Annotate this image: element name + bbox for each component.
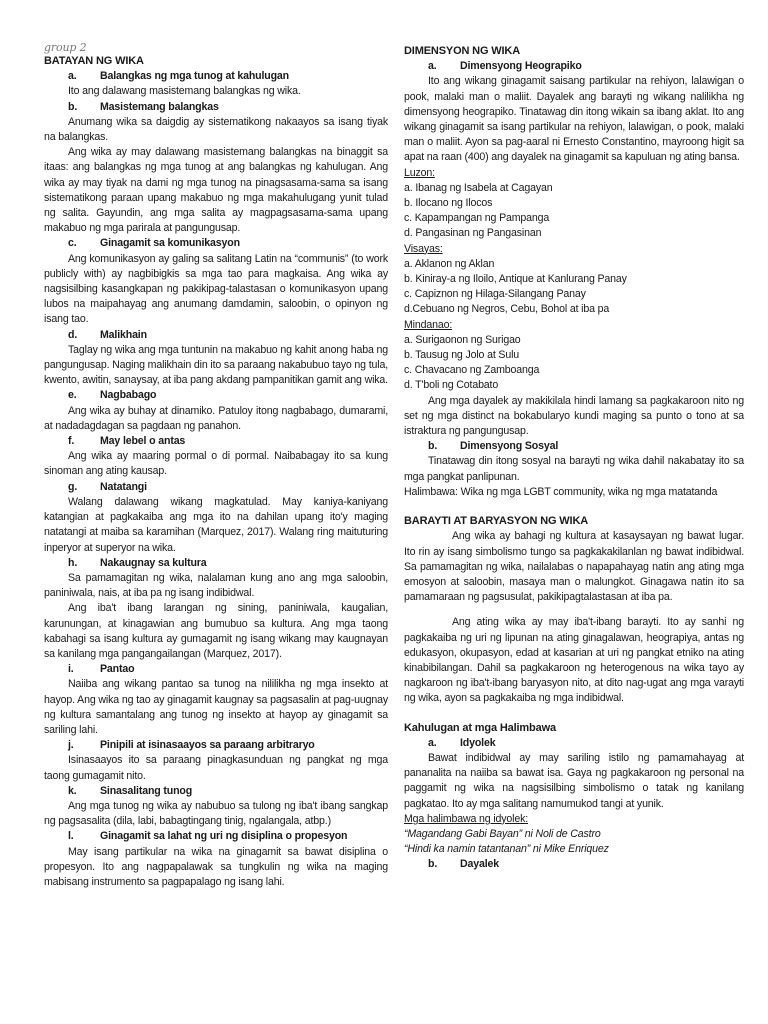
subheading-letter: a. xyxy=(68,70,77,83)
list-item: a. Ibanag ng Isabela at Cagayan xyxy=(404,181,553,194)
region-label-mindanao: Mindanao: xyxy=(404,318,453,331)
subheading-sosyal xyxy=(404,439,744,454)
dialect-list-luzon xyxy=(404,181,744,242)
subheading-letter: a. xyxy=(428,736,437,749)
subheading-g xyxy=(44,480,388,495)
list-item: c. Kapampangan ng Pampanga xyxy=(404,212,550,225)
subheading-letter: l. xyxy=(68,830,74,843)
subheading-letter: e. xyxy=(68,389,77,402)
region-label-luzon: Luzon: xyxy=(404,166,435,179)
subheading-text: Idyolek xyxy=(460,736,496,749)
subheading-text: Dimensyong Sosyal xyxy=(460,440,559,453)
subheading-idyolek xyxy=(404,736,744,751)
subheading-text: Sinasalitang tunog xyxy=(100,784,193,797)
subheading-text: Pantao xyxy=(100,663,135,676)
subheading-text: Dayalek xyxy=(460,858,500,871)
handwritten-note: group 2 xyxy=(44,41,87,54)
paragraph: Ang iba't ibang larangan ng sining, paniniwala, kaugalian, karunungan, at kinagawian ang bumubuo sa kultura. Ang mga taong kabahagi sa isang kultura ay gumagamit ng isang wikang may kaugnayan sa kanilang mga pangangailangan (Marquez, 2017). xyxy=(44,602,388,660)
example-label: Mga halimbawa ng idyolek: xyxy=(404,812,529,825)
list-item: d.Cebuano ng Negros, Cebu, Bohol at iba pa xyxy=(404,303,610,316)
example-quote: “Hindi ka namin tatantanan” ni Mike Enriquez xyxy=(404,843,609,856)
subheading-c xyxy=(44,236,388,251)
paragraph: Sa pamamagitan ng wika, nalalaman kung ano ang mga saloobin, paniniwala, nais, at iba pa ng isang indibidwal. xyxy=(44,571,388,600)
paragraph: Anumang wika sa daigdig ay sistematikong nakaayos sa isang tiyak na balangkas. xyxy=(44,115,388,144)
paragraph: Ang komunikasyon ay galing sa salitang Latin na “communis” (to work publicly with) ay nagbibigkis sa mga tao para magkaisa. Ang wika ay nagsisilbing kasangkapan ng pakikipag-talastasan o komunikasyon upang lubos na maipahayag ang anumang damdamin, saloobin, o opinyon ng isang tao. xyxy=(44,252,388,326)
subheading-h xyxy=(44,556,388,571)
subheading-letter: i. xyxy=(68,663,74,676)
section-title-barayti: BARAYTI AT BARYASYON NG WIKA xyxy=(404,515,589,528)
list-item: d. T'boli ng Cotabato xyxy=(404,379,499,392)
subheading-e xyxy=(44,388,388,403)
subheading-a xyxy=(44,69,388,84)
subheading-letter: c. xyxy=(68,237,77,250)
right-column xyxy=(404,44,744,873)
subheading-text: Masistemang balangkas xyxy=(100,100,219,113)
subheading-j xyxy=(44,738,388,753)
paragraph: Walang dalawang wikang magkatulad. May kaniya-kaniyang katangian at pagkakaiba ang mga ito na dahilan upang ito'y maging natatangi at maiba sa karamihan (Marquez, 2017). Walang ring maituturing inperyor at superyor na wika. xyxy=(44,495,388,554)
dialect-list-mindanao xyxy=(404,333,744,394)
subheading-heograpiko xyxy=(404,59,744,74)
list-item: c. Chavacano ng Zamboanga xyxy=(404,364,540,377)
paragraph: Tinatawag din itong sosyal na barayti ng wika dahil nakabatay ito sa mga pangkat panlipunan. xyxy=(404,455,744,483)
paragraph: Bawat indibidwal ay may sariling istilo ng pamamahayag at pananalita na naiiba sa bawat isa. Gaya ng pagkakaroon ng personal na paggamit ng wika na nagsisilbing simbolismo o tatak ng kanilang pagkatao. Ito ay mga salitang namumukod tangi at yunik. xyxy=(404,751,744,810)
subheading-f xyxy=(44,434,388,449)
subheading-letter: f. xyxy=(68,435,75,448)
paragraph: Ang wika ay maaring pormal o di pormal. Naibabagay ito sa kung sinoman ang ating kausap. xyxy=(44,450,388,478)
list-item: b. Ilocano ng Ilocos xyxy=(404,197,493,210)
subheading-letter: g. xyxy=(68,480,78,493)
region-label-visayas: Visayas: xyxy=(404,242,443,255)
subheading-letter: b. xyxy=(68,100,78,113)
subheading-letter: j. xyxy=(68,739,74,752)
section-title-kahulugan: Kahulugan at mga Halimbawa xyxy=(404,721,556,734)
subheading-text: May lebel o antas xyxy=(100,435,186,448)
section-title-dimensyon: DIMENSYON NG WIKA xyxy=(404,45,521,57)
paragraph: Ang wika ay bahagi ng kultura at kasaysayan ng bawat lugar. Ito rin ay isang simbolismo tungo sa pagkakakilanlan ng bawat indibidwal. Sa pamamagitan ng wika, nailalabas o napapahayag natin ang ating mga emosyon at saloobin, masaya man o malungkot. Ginagawa natin ito sa pamamaraan ng pagsusulat, pakikipagtalastasan at iba pa. xyxy=(404,530,744,604)
subheading-letter: h. xyxy=(68,556,78,569)
subheading-text: Balangkas ng mga tunog at kahulugan xyxy=(100,70,289,83)
subheading-b xyxy=(44,100,388,115)
list-item: a. Aklanon ng Aklan xyxy=(404,257,495,270)
subheading-dayalek xyxy=(404,857,744,872)
subheading-letter: b. xyxy=(428,858,438,871)
list-item: b. Tausug ng Jolo at Sulu xyxy=(404,349,520,362)
subheading-l xyxy=(44,829,388,844)
paragraph: Isinasaayos ito sa paraang pinagkasunduan ng pangkat ng mga taong gumagamit nito. xyxy=(44,754,388,782)
subheading-text: Nagbabago xyxy=(100,389,157,402)
subheading-d xyxy=(44,328,388,343)
example-quote: “Magandang Gabi Bayan” ni Noli de Castro xyxy=(404,827,601,840)
subheading-text: Natatangi xyxy=(100,480,147,493)
paragraph: Ito ang wikang ginagamit saisang partikular na rehiyon, lalawigan o pook, malaki man o maliit. Dayalek ang barayti ng wikang nalilikha ng dimensyong heograpiko. Tinatawag din itong wikain sa ibang aklat. Ito ang wikang ginagamit sa isang partikular na rehiyon, lalawigan, o pook, malaki man o maliit. Ayon sa pag-aaral ni Ernesto Constantino, mayroong higit sa apat na raan (400) ang dayalek na ginagamit sa kapuluan ng ating bansa. xyxy=(404,75,744,164)
subheading-text: Ginagamit sa lahat ng uri ng disiplina o propesyon xyxy=(100,830,348,843)
subheading-i xyxy=(44,662,388,677)
paragraph: Ang wika ay buhay at dinamiko. Patuloy itong nagbabago, dumarami, at nadadagdagan sa pagdaan ng panahon. xyxy=(44,404,388,432)
subheading-text: Dimensyong Heograpiko xyxy=(460,60,582,73)
subheading-text: Nakaugnay sa kultura xyxy=(100,556,207,569)
paragraph: Ang mga tunog ng wika ay nabubuo sa tulong ng iba't ibang sangkap ng pagsasalita (dila, labi, babagtingang tinig, ngalangala, atbp.) xyxy=(44,799,388,828)
example-line: Halimbawa: Wika ng mga LGBT community, wika ng mga matatanda xyxy=(404,485,718,498)
list-item: d. Pangasinan ng Pangasinan xyxy=(404,227,542,240)
subheading-letter: d. xyxy=(68,328,78,341)
paragraph: Taglay ng wika ang mga tuntunin na makabuo ng kahit anong haba ng pangungusap. Naging malikhain din ito sa paraang nakabubuo tayo ng tula, kwento, awitin, sanaysay, at iba pang akdang pampanitikan gamit ang wika. xyxy=(44,343,388,387)
subheading-letter: k. xyxy=(68,784,77,797)
section-title-batayan: BATAYAN NG WIKA xyxy=(44,55,144,67)
list-item: a. Surigaonon ng Surigao xyxy=(404,333,521,346)
subheading-text: Malikhain xyxy=(100,328,147,341)
subheading-k xyxy=(44,784,388,799)
subheading-text: Pinipili at isinasaayos sa paraang arbitraryo xyxy=(100,739,315,752)
subheading-text: Ginagamit sa komunikasyon xyxy=(100,237,240,250)
paragraph: Ito ang dalawang masistemang balangkas ng wika. xyxy=(68,85,301,98)
list-item: c. Capiznon ng Hilaga-Silangang Panay xyxy=(404,288,586,301)
left-column xyxy=(44,40,388,890)
dialect-list-visayas xyxy=(404,257,744,318)
paragraph: Ang wika ay may dalawang masistemang balangkas na binaggit sa itaas: ang balangkas ng mga tunog at ang balangkas ng kahulugan. Ang wika ay may tiyak na dami ng mga tunog na pinagsasama-sama sa isang sistematikong paraan upang makabuo ng mga makahulugang yunit tulad ng salita. Gayundin, ang mga salita ay magpagsasama-sama upang makabuo ng mga parirala at pangungusap. xyxy=(44,146,388,235)
paragraph: Ang mga dayalek ay makikilala hindi lamang sa pagkakaroon nito ng set ng mga distinct na bokabularyo kundi maging sa punto o tono at sa istraktura ng pangungusap. xyxy=(404,394,744,438)
subheading-letter: a. xyxy=(428,60,437,73)
paragraph: Ang ating wika ay may iba't-ibang barayti. Ito ay sanhi ng pagkakaiba ng uri ng lipunan na ating ginagalawan, heograpiya, antas ng edukasyon, okupasyon, edad at kasarian at uri ng pangkat etniko na ating kinabibilangan. Dahil sa pagkakaroon ng heterogenous na wika tayo ay nagkaroon ng iba't-ibang baryasyon nito, at dito nag-ugat ang mga varayti ng wika, ayon sa pagkakaiba ng mga indibidwal. xyxy=(404,616,744,705)
list-item: b. Kiniray-a ng Iloilo, Antique at Kanlurang Panay xyxy=(404,273,627,286)
paragraph: Naiiba ang wikang pantao sa tunog na nililikha ng mga insekto at hayop. Ang wika ng tao ay ginagamit kaugnay sa pagsasalin at pag-uugnay ng kultura samantalang ang tunog ng insekto at hayop ay ginagamit sa sariling lahi. xyxy=(44,678,388,736)
subheading-letter: b. xyxy=(428,440,438,453)
paragraph: May isang partikular na wika na ginagamit sa bawat disiplina o propesyon. Ito ang nagpapalawak sa tungkulin ng wika na maging mabisang instrumento sa pagpapalago ng isang lahi. xyxy=(44,845,388,888)
